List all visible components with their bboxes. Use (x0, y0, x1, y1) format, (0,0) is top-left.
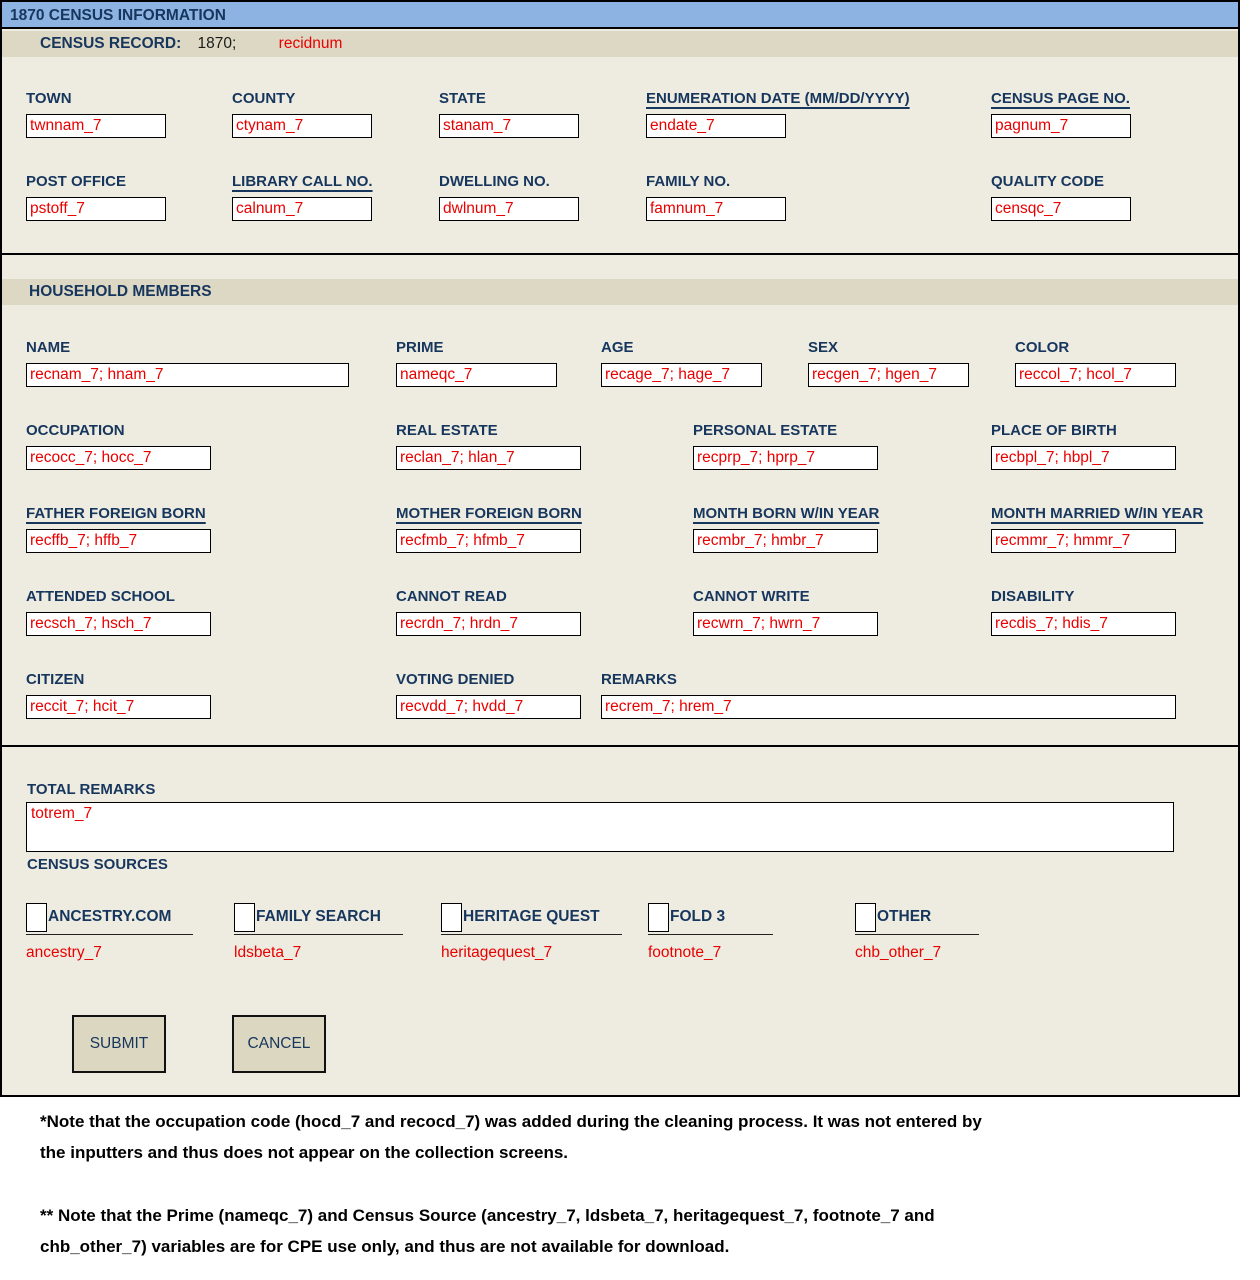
ancestry-label: ANCESTRY.COM (48, 908, 172, 925)
footnote-line: *Note that the occupation code (hocd_7 and recocd_7) was added during the cleaning process. It was not entered by (40, 1112, 982, 1131)
census-record-id: recidnum (278, 35, 343, 52)
footnote-cpe-use (40, 1200, 935, 1262)
fold3-checkbox[interactable] (648, 903, 669, 932)
census-record-label: CENSUS RECORD: (40, 35, 182, 52)
cannot-read-label: CANNOT READ (396, 588, 507, 605)
source-other (855, 903, 979, 962)
county-input[interactable]: ctynam_7 (232, 114, 372, 138)
citizen-label: CITIZEN (26, 671, 85, 688)
cannot-write-input[interactable]: recwrn_7; hwrn_7 (693, 612, 878, 636)
place-of-birth-label: PLACE OF BIRTH (991, 422, 1117, 439)
personal-estate-label: PERSONAL ESTATE (693, 422, 838, 439)
footnote-line: the inputters and thus does not appear on the collection screens. (40, 1143, 569, 1162)
ancestry-variable: ancestry_7 (26, 944, 102, 961)
month-born-win-year-label: MONTH BORN W/IN YEAR (693, 505, 880, 522)
dwelling-no-input[interactable]: dwlnum_7 (439, 197, 579, 221)
voting-denied-input[interactable]: recvdd_7; hvdd_7 (396, 695, 581, 719)
real-estate-label: REAL ESTATE (396, 422, 498, 439)
town-label: TOWN (26, 90, 72, 107)
disability-label: DISABILITY (991, 588, 1075, 605)
mother-foreign-born-label: MOTHER FOREIGN BORN (396, 505, 582, 522)
footnote-line: ** Note that the Prime (nameqc_7) and Census Source (ancestry_7, ldsbeta_7, heritagequest_7, footnote_7 and (40, 1206, 935, 1225)
occupation-label: OCCUPATION (26, 422, 125, 439)
month-born-win-year-input[interactable]: recmbr_7; hmbr_7 (693, 529, 878, 553)
family-search-variable: ldsbeta_7 (234, 944, 302, 961)
county-label: COUNTY (232, 90, 296, 107)
state-input[interactable]: stanam_7 (439, 114, 579, 138)
month-married-win-year-label: MONTH MARRIED W/IN YEAR (991, 505, 1204, 522)
cannot-read-input[interactable]: recrdn_7; hrdn_7 (396, 612, 581, 636)
name-label: NAME (26, 339, 71, 356)
place-of-birth-input[interactable]: recbpl_7; hbpl_7 (991, 446, 1176, 470)
father-foreign-born-input[interactable]: recffb_7; hffb_7 (26, 529, 211, 553)
heritage-quest-label: HERITAGE QUEST (463, 908, 600, 925)
age-label: AGE (601, 339, 634, 356)
family-no-label: FAMILY NO. (646, 173, 731, 190)
family-no-input[interactable]: famnum_7 (646, 197, 786, 221)
total-remarks-label: TOTAL REMARKS (27, 781, 156, 798)
remarks-input[interactable]: recrem_7; hrem_7 (601, 695, 1176, 719)
census-sources-title: CENSUS SOURCES (27, 856, 168, 873)
enumeration-date-label: ENUMERATION DATE (MM/DD/YYYY) (646, 90, 910, 107)
census-page-no-label: CENSUS PAGE NO. (991, 90, 1130, 107)
fold3-label: FOLD 3 (670, 908, 726, 925)
mother-foreign-born-input[interactable]: recfmb_7; hfmb_7 (396, 529, 581, 553)
month-married-win-year-input[interactable]: recmmr_7; hmmr_7 (991, 529, 1176, 553)
source-ancestry (26, 903, 193, 962)
heritage-quest-variable: heritagequest_7 (441, 944, 553, 961)
source-family-search (234, 903, 403, 962)
post-office-label: POST OFFICE (26, 173, 127, 190)
real-estate-input[interactable]: reclan_7; hlan_7 (396, 446, 581, 470)
family-search-checkbox[interactable] (234, 903, 255, 932)
prime-input[interactable]: nameqc_7 (396, 363, 557, 387)
personal-estate-input[interactable]: recprp_7; hprp_7 (693, 446, 878, 470)
census-record-year: 1870; (197, 35, 237, 52)
fold3-variable: footnote_7 (648, 944, 722, 961)
attended-school-input[interactable]: recsch_7; hsch_7 (26, 612, 211, 636)
section-divider-top (2, 253, 1238, 255)
dwelling-no-label: DWELLING NO. (439, 173, 550, 190)
occupation-input[interactable]: recocc_7; hocc_7 (26, 446, 211, 470)
voting-denied-label: VOTING DENIED (396, 671, 515, 688)
name-input[interactable]: recnam_7; hnam_7 (26, 363, 349, 387)
age-input[interactable]: recage_7; hage_7 (601, 363, 762, 387)
form-title-bar (2, 2, 1238, 29)
father-foreign-born-label: FATHER FOREIGN BORN (26, 505, 206, 522)
other-variable: chb_other_7 (855, 944, 942, 961)
family-search-label: FAMILY SEARCH (256, 908, 381, 925)
color-label: COLOR (1015, 339, 1070, 356)
page-title: 1870 CENSUS INFORMATION (10, 7, 226, 24)
library-call-no-label: LIBRARY CALL NO. (232, 173, 373, 190)
submit-button[interactable]: SUBMIT (72, 1015, 166, 1073)
cancel-button[interactable]: CANCEL (232, 1015, 326, 1073)
other-checkbox[interactable] (855, 903, 876, 932)
state-label: STATE (439, 90, 486, 107)
quality-code-input[interactable]: censqc_7 (991, 197, 1131, 221)
total-remarks-input[interactable]: totrem_7 (26, 802, 1174, 852)
census-page-no-input[interactable]: pagnum_7 (991, 114, 1131, 138)
heritage-quest-checkbox[interactable] (441, 903, 462, 932)
sex-input[interactable]: recgen_7; hgen_7 (808, 363, 969, 387)
footnote-occupation-code (40, 1106, 982, 1168)
town-input[interactable]: twnnam_7 (26, 114, 166, 138)
census-record-band (2, 31, 1238, 57)
other-label: OTHER (877, 908, 932, 925)
household-members-band (2, 279, 1238, 305)
household-members-title: HOUSEHOLD MEMBERS (29, 283, 212, 300)
sex-label: SEX (808, 339, 839, 356)
source-fold3 (648, 903, 773, 962)
post-office-input[interactable]: pstoff_7 (26, 197, 166, 221)
cannot-write-label: CANNOT WRITE (693, 588, 810, 605)
color-input[interactable]: reccol_7; hcol_7 (1015, 363, 1176, 387)
ancestry-checkbox[interactable] (26, 903, 47, 932)
disability-input[interactable]: recdis_7; hdis_7 (991, 612, 1176, 636)
remarks-label: REMARKS (601, 671, 677, 688)
quality-code-label: QUALITY CODE (991, 173, 1105, 190)
section-divider-bottom (2, 745, 1238, 747)
enumeration-date-input[interactable]: endate_7 (646, 114, 786, 138)
prime-label: PRIME (396, 339, 444, 356)
attended-school-label: ATTENDED SCHOOL (26, 588, 175, 605)
library-call-no-input[interactable]: calnum_7 (232, 197, 372, 221)
source-heritage-quest (441, 903, 622, 962)
footnote-line: chb_other_7) variables are for CPE use only, and thus are not available for download. (40, 1237, 730, 1256)
citizen-input[interactable]: reccit_7; hcit_7 (26, 695, 211, 719)
